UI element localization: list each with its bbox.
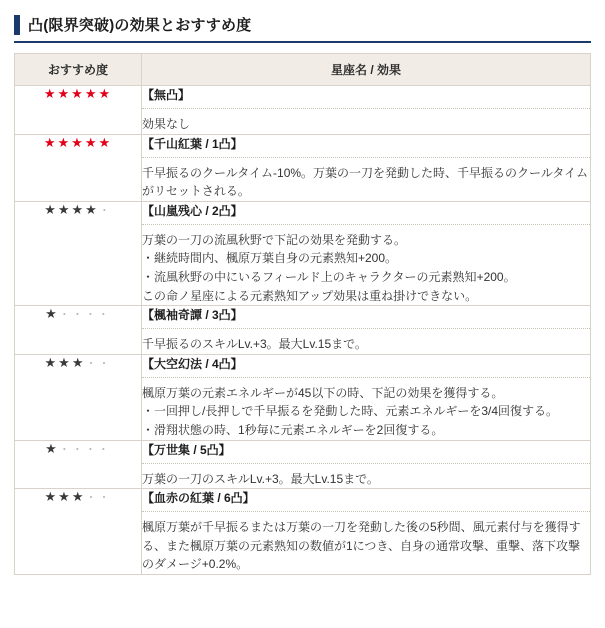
star-filled-icon: ★ <box>84 86 99 101</box>
star-filled-icon: ★ <box>71 354 86 370</box>
table-row <box>15 201 591 305</box>
effect-line: 楓原万葉の元素エネルギーが45以下の時、下記の効果を獲得する。 <box>142 385 504 400</box>
star-filled-icon: ★ <box>57 201 72 217</box>
star-empty-icon: ・ <box>97 443 111 456</box>
star-filled-icon: ★ <box>98 134 113 150</box>
star-empty-icon: ・ <box>97 309 111 322</box>
table-body <box>15 86 591 575</box>
star-empty-icon: ・ <box>85 357 99 370</box>
effect-title: 【血赤の紅葉 / 6凸】 <box>142 489 590 512</box>
effect-line: 効果なし <box>142 117 191 131</box>
effect-description <box>142 518 590 574</box>
effect-description <box>142 115 590 134</box>
effect-title: 【千山紅葉 / 1凸】 <box>142 135 590 158</box>
star-filled-icon: ★ <box>98 86 113 101</box>
star-filled-icon: ★ <box>44 489 59 505</box>
star-filled-icon: ★ <box>57 86 72 101</box>
effect-line: 千早振るのスキルLv.+3。最大Lv.15まで。 <box>142 337 367 352</box>
star-empty-icon: ・ <box>71 309 85 322</box>
star-filled-icon: ★ <box>43 134 58 150</box>
table-row <box>15 134 591 201</box>
star-empty-icon: ・ <box>58 309 72 322</box>
table-row <box>15 86 591 135</box>
star-filled-icon: ★ <box>58 489 72 505</box>
star-empty-icon: ・ <box>85 492 99 505</box>
effect-description <box>142 231 590 305</box>
rating-stars <box>15 440 142 489</box>
effect-line: 万葉の一刀の流風秋野で下記の効果を発動する。 <box>142 232 407 247</box>
effect-cell <box>142 201 591 305</box>
star-empty-icon: ・ <box>98 204 112 217</box>
effect-description <box>142 335 590 354</box>
effect-description <box>142 470 590 489</box>
constellation-table <box>14 53 591 575</box>
effect-line: ・一回押し/長押しで千早振るを発動した時、元素エネルギーを3/4回復する。 <box>142 404 559 419</box>
star-filled-icon: ★ <box>57 134 72 150</box>
effect-title: 【無凸】 <box>142 86 590 109</box>
star-filled-icon: ★ <box>58 354 72 370</box>
effect-title: 【万世集 / 5凸】 <box>142 441 590 464</box>
rating-stars <box>15 306 142 355</box>
star-filled-icon: ★ <box>71 86 85 101</box>
rating-stars <box>15 86 142 135</box>
rating-stars <box>15 134 142 201</box>
rating-stars <box>15 354 142 440</box>
star-empty-icon: ・ <box>98 492 112 505</box>
star-filled-icon: ★ <box>84 134 99 150</box>
page-title <box>14 14 591 43</box>
star-filled-icon: ★ <box>44 354 59 370</box>
effect-line: ・継続時間内、楓原万葉自身の元素熟知+200。 <box>142 251 398 266</box>
effect-description <box>142 164 590 201</box>
column-header-effect: 星座名 / 効果 <box>142 54 591 86</box>
star-empty-icon: ・ <box>98 357 112 370</box>
star-filled-icon: ★ <box>45 306 59 322</box>
table-row <box>15 440 591 489</box>
star-empty-icon: ・ <box>84 309 98 322</box>
column-header-rating: おすすめ度 <box>15 54 142 86</box>
effect-line: 千早振るのクールタイム-10%。万葉の一刀を発動した時、千早振るのクールタイムがリセットされる。 <box>142 165 589 199</box>
table-row <box>15 489 591 575</box>
star-empty-icon: ・ <box>84 443 98 456</box>
star-empty-icon: ・ <box>58 443 72 456</box>
rating-stars <box>15 489 142 575</box>
table-row <box>15 306 591 355</box>
table-header-row <box>15 54 591 86</box>
effect-cell <box>142 354 591 440</box>
effect-line: 万葉の一刀のスキルLv.+3。最大Lv.15まで。 <box>142 471 379 486</box>
effect-line: ・滑翔状態の時、1秒毎に元素エネルギーを2回復する。 <box>142 422 444 437</box>
star-filled-icon: ★ <box>71 201 86 217</box>
effect-cell <box>142 440 591 489</box>
table-header <box>15 54 591 86</box>
effect-line: ・流風秋野の中にいるフィールド上のキャラクターの元素熟知+200。 <box>142 269 516 284</box>
effect-cell <box>142 489 591 575</box>
rating-stars <box>15 201 142 305</box>
heading-accent-bar <box>14 15 20 35</box>
effect-title: 【楓袖奇譚 / 3凸】 <box>142 306 590 329</box>
star-filled-icon: ★ <box>44 201 58 217</box>
effect-description <box>142 384 590 440</box>
effect-cell <box>142 86 591 135</box>
table-row <box>15 354 591 440</box>
star-empty-icon: ・ <box>71 443 85 456</box>
effect-cell <box>142 306 591 355</box>
star-filled-icon: ★ <box>45 440 59 456</box>
effect-title: 【山嵐残心 / 2凸】 <box>142 202 590 225</box>
effect-line: 楓原万葉が千早振るまたは万葉の一刀を発動した後の5秒間、風元素付与を獲得する、また楓原万葉の元素熟知の数値が1につき、自身の通常攻撃、重撃、落下攻撃のダメージ+0.2%。 <box>142 520 581 572</box>
effect-title: 【大空幻法 / 4凸】 <box>142 355 590 378</box>
heading-text: 凸(限界突破)の効果とおすすめ度 <box>28 17 252 34</box>
star-filled-icon: ★ <box>43 86 58 101</box>
effect-cell <box>142 134 591 201</box>
star-filled-icon: ★ <box>85 201 99 217</box>
star-filled-icon: ★ <box>71 489 86 505</box>
star-filled-icon: ★ <box>71 134 85 150</box>
effect-line: この命ノ星座による元素熟知アップ効果は重ね掛けできない。 <box>142 288 478 303</box>
